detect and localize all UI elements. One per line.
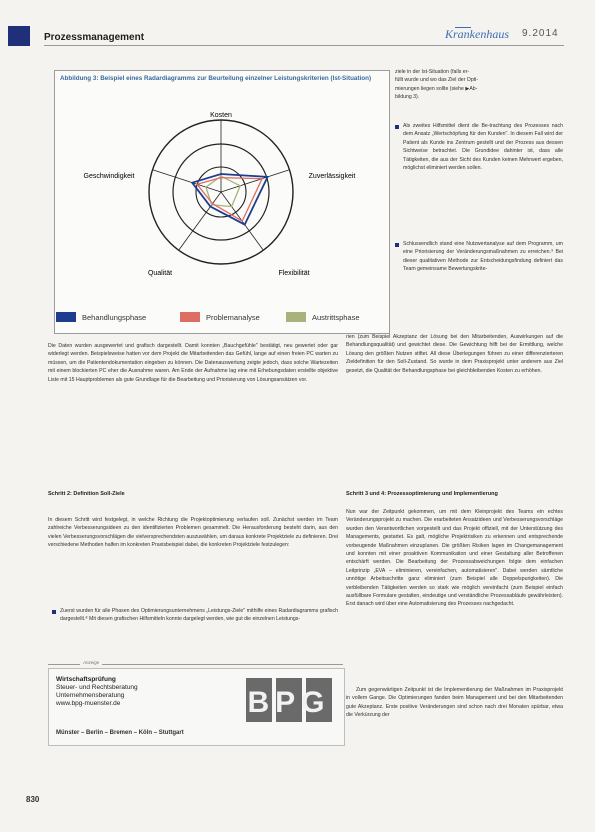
- right-column-top: [395, 68, 563, 102]
- legend-label-austritt: Austrittsphase: [312, 313, 360, 322]
- ad-website-link[interactable]: www.bpg-muenster.de: [56, 700, 121, 707]
- ad-line-3: Unternehmensberatung: [56, 692, 125, 699]
- bullet-wertschoepfung: Als zweites Hilfsmittel dient die Be-trachtung des Prozesses nach dem Ansatz „Wertschöpfung für den Kunden". In diesem Fall wird der Patient als Kunde ins Zentrum gestellt und der Prozess aus dessen Sichtweise betrachtet. Die Grundidee dahinter ist, dass alle Tätigkeiten, die aus der Sicht des Kunden keinen Mehrwert ergeben, möglichst eliminiert werden sollen.: [403, 123, 563, 172]
- bullet-radardiagramm: Zuerst wurden für alle Phasen des Optimierungsunternehmens „Leistungs-Ziele" mithilfe eines Radardiagramms grafisch dargestellt.⁸ Mit diesen grafischen Hilfsmitteln konnte dargelegt werden, wie gut die einzelnen Leistungs-: [60, 608, 338, 623]
- legend-swatch-problem: [180, 312, 200, 322]
- ad-cities: Münster – Berlin – Bremen – Köln – Stuttgart: [56, 730, 184, 736]
- axis-label-flexibilitaet: Flexibilität: [278, 270, 310, 277]
- axis-label-qualitaet: Qualität: [147, 270, 173, 277]
- ad-label: Anzeige: [80, 660, 102, 665]
- text-line: ziele in der Ist-Situation (falls er-: [395, 69, 470, 75]
- right-paragraph-criteria: rien (zum Beispiel Akzeptanz der Lösung bei den Mitarbeitenden, Auswirkungen auf die Behandlungsqualität) und gewichtet diese. Die Gewichtung hilft bei der Ermittlung, welche Lösung den größten Nutzen stiftet. All diese Überlegungen führen zu einer differenzierteren Zieldefinition für den Soll-Zustand. So wurde in dem Praxisprojekt unter anderem aus Ziel gesetzt, die Qualität der Behandlungsphase bei gleichbleibenden Kosten zu erhöhen.: [346, 334, 563, 374]
- section-marker: [8, 26, 30, 46]
- legend-label-problem: Problemanalyse: [206, 313, 260, 322]
- axis-label-kosten: Kosten: [210, 112, 232, 119]
- radar-series-behandlung: [192, 174, 267, 225]
- left-paragraph-daten: Die Daten wurden ausgewertet und grafisch dargestellt. Damit konnten „Bauchgefühle" bestätigt, neu gewertet oder gar widerlegt werden. Beispielsweise hatten vor dem Projekt die Mitarbeitenden das Gefühl, lange auf einen freien PC warten zu müssen, um die Patientendokumentation eingeben zu können. Die Datenauswertung zeigte jedoch, dass solche Wartezeiten mit einem blockierten PC eher die Ausnahme waren. Am Ende der Aufnahme lag eine mit Erhebungsdaten erstellte objektive Liste mit 15 Hauptproblemen als gute Grundlage für die Bearbeitung und Priorisierung von Lösungsansätzen vor.: [48, 343, 338, 383]
- text-line: füllt wurde und wo das Ziel der Opti-: [395, 77, 479, 84]
- axis-label-geschwindigkeit: Geschwindigkeit: [83, 173, 135, 180]
- left-paragraph-soll-ziele: In diesem Schritt wird festgelegt, in welche Richtung die Projektoptimierung verlaufen soll. Zunächst werden im Team zahlreiche Verbesserungsideen zu den identifizierten Problemen gesammelt. Die Herausforderung besteht darin, aus den vielen Verbesserungsvorschlägen die vielversprechendsten auszuwählen, um daraus konkrete Projektziele zu definieren. Drei verschiedene Methoden halfen im konkreten Praxisbeispiel dabei, die konkreten Projektziele festzulegen:: [48, 517, 338, 549]
- header-rule: [44, 45, 564, 46]
- radar-spoke: [179, 192, 221, 250]
- right-paragraph-optimierung: Nun war der Zeitpunkt gekommen, um mit dem Kleinprojekt des Teams ein echtes Veränderungsprojekt zu machen. Die erarbeiteten Ansatzideen und Verbesserungsvorschläge wurden den Verantwortlichen vorgestellt und das Projekt offiziell, mit der Unterstützung des Managements, gestartet. Es galt, mögliche Projektrisiken zu erkennen und entsprechende vorbeugende Maßnahmen einzuplanen. Die größten Risiken lagen im Changemanagement und konnten mit einer proaktiven Kommunikation und einer Gestaltung aller Betroffenen entschärft werden. Die Bearbeitung der Prozessabweichungen folgte dem einfachen Leitprinzip „EVA – eliminieren, vereinfachen, automatisieren". Dabei werden sämtliche unnötige Arbeitsschritte ganz eliminiert (zum Beispiel alle Doppelspurigkeiten). Die verbleibenden Tätigkeiten werden so stark wie möglich vereinfacht (zum Beispiel einfach ausfüllbare Formulare gestalten, eindeutige und verständliche Prozessabläufe gewährleisten). Erst danach wird über eine Automatisierung des Prozesses nachgedacht.: [346, 509, 563, 608]
- magazine-title: Krankenhaus: [445, 27, 509, 41]
- issue-number: 9.2014: [522, 28, 559, 39]
- ad-line-2: Steuer- und Rechtsberatung: [56, 684, 138, 691]
- radar-series-problem: [197, 178, 262, 222]
- ad-line-1: Wirtschaftsprüfung: [56, 676, 116, 683]
- radar-chart: [54, 98, 388, 312]
- legend-swatch-austritt: [286, 312, 306, 322]
- section-title: Prozessmanagement: [44, 32, 145, 43]
- heading-schritt-3-4: Schritt 3 und 4: Prozessoptimierung und Implementierung: [346, 491, 498, 497]
- page-number: 830: [26, 795, 40, 804]
- text-line: bildung 3).: [395, 94, 420, 101]
- bpg-logo: [244, 674, 334, 726]
- legend-swatch-behandlung: [56, 312, 76, 322]
- right-paragraph-implementierung: Zum gegenwärtigen Zeitpunkt ist die Implementierung der Maßnahmen im Praxisprojekt in vollem Gange. Die Optimierungen fanden beim Management und bei den Mitarbeitenden gute Akzeptanz. Erste positive Veränderungen sind schon nach drei Monaten spürbar, etwa die Verkürzung der: [346, 687, 563, 719]
- text-line: mierungen liegen sollte (siehe ▶Ab-: [395, 85, 478, 92]
- bullet-nutzwertanalyse: Schlussendlich stand eine Nutzwertanalyse auf dem Programm, um eine Priorisierung der Veränderungsmaßnahmen zu erreichen.⁹ Bei dieser qualitativen Methode zur Entscheidungsfindung definiert das Team gemeinsame Bewertungskrite-: [403, 241, 563, 273]
- figure-caption: Abbildung 3: Beispiel eines Radardiagramms zur Beurteilung einzelner Leistungskriterien (Ist-Situation): [60, 75, 372, 82]
- svg-text:BPG: BPG: [247, 686, 331, 719]
- legend-label-behandlung: Behandlungsphase: [82, 313, 147, 322]
- axis-label-zuverlaessigkeit: Zuverlässigkeit: [308, 173, 356, 180]
- heading-schritt-2: Schritt 2: Definition Soll-Ziele: [48, 491, 125, 497]
